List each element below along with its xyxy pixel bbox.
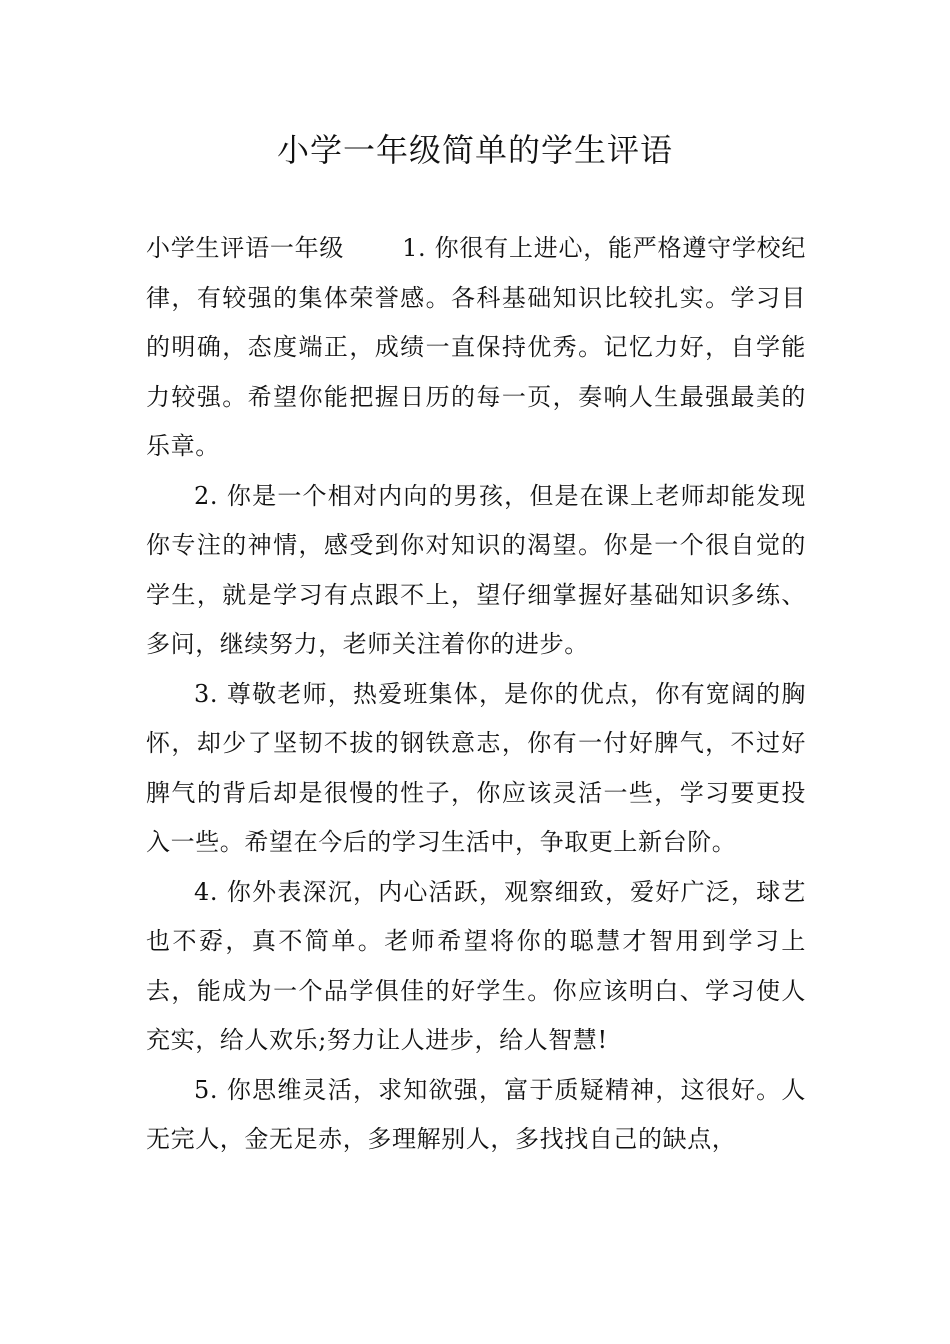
lead-label: 小学生评语一年级 [146,234,345,262]
paragraph-3: 3. 尊敬老师，热爱班集体，是你的优点，你有宽阔的胸怀，却少了坚韧不拔的钢铁意志，你有一付好脾气，不过好脾气的背后却是很慢的性子，你应该灵活一些，学习要更投入一些。希望在今后的学习生活中，争取更上新台阶。 [146,679,806,856]
paragraph-5: 5. 你思维灵活，求知欲强，富于质疑精神，这很好。人无完人，金无足赤，多理解别人，多找找自己的缺点， [146,1075,806,1153]
paragraph-4: 4. 你外表深沉，内心活跃，观察细致，爱好广泛，球艺也不孬，真不简单。老师希望将你的聪慧才智用到学习上去，能成为一个品学俱佳的好学生。你应该明白、学习使人充实，给人欢乐;努力让人进步，给人智慧! [146,877,806,1054]
document-title: 小学一年级简单的学生评语 [276,131,673,169]
paragraph-2: 2. 你是一个相对内向的男孩，但是在课上老师却能发现你专注的神情，感受到你对知识的渴望。你是一个很自觉的学生，就是学习有点跟不上，望仔细掌握好基础知识多练、多问，继续努力，老师关注着你的进步。 [146,481,806,658]
paragraph-1 [146,224,806,472]
paragraph-1-text: 1. 你很有上进心，能严格遵守学校纪律，有较强的集体荣誉感。各科基础知识比较扎实。学习目的明确，态度端正，成绩一直保持优秀。记忆力好，自学能力较强。希望你能把握日历的每一页，奏响人生最强最美的乐章。 [146,234,806,460]
document-body [146,224,806,1165]
